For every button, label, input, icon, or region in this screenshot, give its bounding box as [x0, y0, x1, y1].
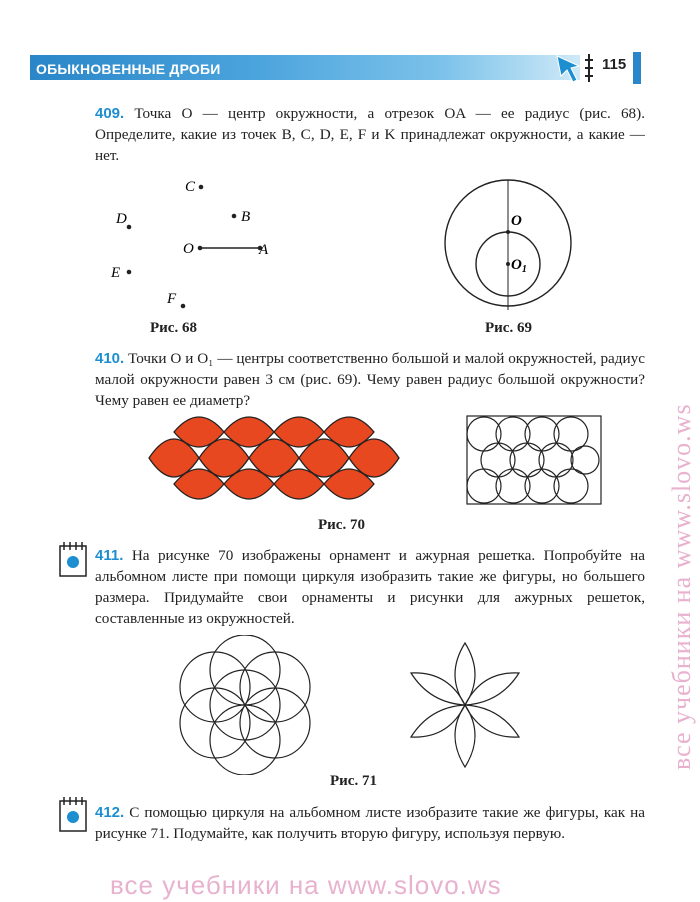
label-o-fig69: O [511, 213, 522, 229]
point-o1 [506, 262, 510, 266]
problem-number: 412. [95, 804, 125, 821]
figure-68 [100, 175, 290, 315]
caption-fig71: Рис. 71 [330, 773, 377, 789]
page-header [30, 52, 643, 82]
section-title: ОБЫКНОВЕННЫЕ ДРОБИ [36, 61, 221, 77]
label-e: E [111, 265, 121, 281]
point-o-fig69 [506, 230, 510, 234]
circle-rosette [180, 635, 310, 775]
problem-number: 411. [95, 547, 124, 564]
header-edge [633, 52, 641, 84]
label-o1: $O_1$ [511, 257, 527, 275]
problem-412 [95, 802, 645, 844]
watermark-vertical [660, 120, 700, 780]
caption-fig70: Рис. 70 [318, 517, 365, 533]
label-a: A [259, 242, 269, 258]
label-o: O [183, 241, 194, 257]
point-d [127, 225, 132, 230]
caption-fig69: Рис. 69 [485, 320, 532, 336]
problem-number: 409. [95, 105, 125, 122]
point-o [198, 246, 203, 251]
problem-number: 410. [95, 350, 125, 367]
figure-70 [145, 412, 605, 512]
figure-69 [440, 175, 580, 320]
problem-411 [95, 545, 645, 629]
problem-text: На рисунке 70 изображены орнамент и ажурная решетка. Попробуйте на альбомном листе при помощи циркуля изобразить такие же фигуры, но большего размера. Придумайте свои орнаменты и рисунки для ажурных решеток, составленные из окружностей. [95, 547, 646, 627]
header-bar [30, 55, 580, 80]
problem-text: Точки O и O₁ — центры соответственно большой и малой окружностей, радиус малой окружности равен 3 см (рис. 69). Чему равен радиус большой окружности? Чему равен ее диаметр? [95, 350, 645, 409]
lattice [467, 416, 601, 504]
watermark-bottom: все учебники на www.slovo.ws [110, 870, 502, 900]
label-d: D [116, 211, 127, 227]
page-number: 115 [602, 56, 627, 73]
problem-409 [95, 103, 645, 166]
problem-410 [95, 348, 645, 411]
point-b [232, 214, 237, 219]
notebook-icon [56, 795, 90, 833]
pointer-arrow-icon [555, 52, 600, 84]
point-e [127, 270, 132, 275]
red-ornament [149, 417, 399, 499]
svg-text:все учебники на www.slovo.ws: все учебники на www.slovo.ws [667, 403, 696, 770]
caption-fig68: Рис. 68 [150, 320, 197, 336]
label-c: C [185, 179, 196, 195]
point-c [199, 185, 204, 190]
label-f: F [167, 291, 177, 307]
problem-text: С помощью циркуля на альбомном листе изобразите такие же фигуры, как на рисунке 71. Подумайте, как получить вторую фигуру, используя первую. [95, 804, 646, 842]
point-f [181, 304, 186, 309]
figure-71 [165, 635, 565, 775]
problem-text: Точка O — центр окружности, а отрезок OA — ее радиус (рис. 68). Определите, какие из точек B, C, D, E, F и K принадлежат окружности, а какие — нет. [95, 105, 645, 164]
flower-figure [411, 643, 519, 767]
label-b: B [241, 209, 251, 225]
notebook-icon [56, 540, 90, 578]
